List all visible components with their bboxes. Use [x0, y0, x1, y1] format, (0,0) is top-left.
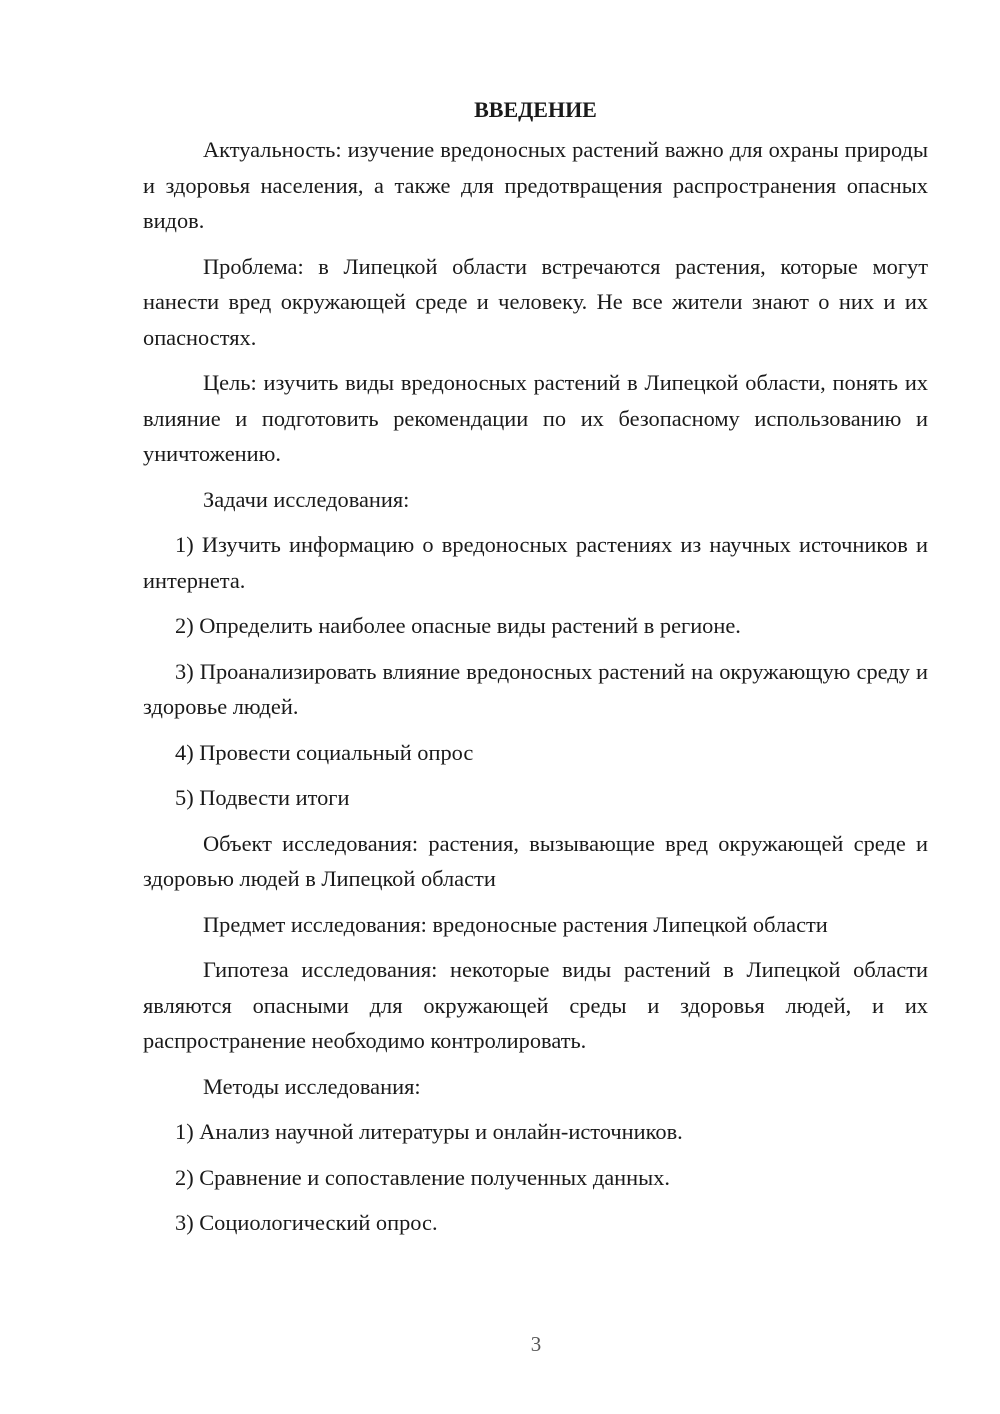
task-item-4: 4) Провести социальный опрос [175, 739, 474, 765]
method-item-1: 1) Анализ научной литературы и онлайн-источников. [175, 1119, 683, 1144]
document-page [143, 92, 928, 1251]
method-item-3: 3) Социологический опрос. [175, 1210, 438, 1235]
task-item-3: 3) Проанализировать влияние вредоносных растений на окружающую среду и здоровье людей. [143, 658, 928, 719]
problem-paragraph: Проблема: в Липецкой области встречаются растения, которые могут нанести вред окружающей среде и человеку. Не все жители знают о них и их опасностях. [143, 253, 928, 350]
object-paragraph: Объект исследования: растения, вызывающие вред окружающей среде и здоровью людей в Липецкой области [143, 830, 928, 891]
task-item-5: 5) Подвести итоги [175, 785, 350, 810]
task-item-2: 2) Определить наиболее опасные виды растений в регионе. [175, 613, 741, 638]
page-title: ВВЕДЕНИЕ [474, 97, 597, 122]
goal-paragraph: Цель: изучить виды вредоносных растений в Липецкой области, понять их влияние и подготовить рекомендации по их безопасному использованию и уничтожению. [143, 370, 928, 466]
task-item-1: 1) Изучить информацию о вредоносных растениях из научных источников и интернета. [143, 532, 928, 593]
methods-heading: Методы исследования: [203, 1073, 421, 1099]
relevance-paragraph: Актуальность: изучение вредоносных растений важно для охраны природы и здоровья населения, а также для предотвращения распространения опасных видов. [143, 137, 928, 233]
method-item-2: 2) Сравнение и сопоставление полученных данных. [175, 1164, 670, 1190]
hypothesis-paragraph: Гипотеза исследования: некоторые виды растений в Липецкой области являются опасными для окружающей среды и здоровья людей, и их распространение необходимо контролировать. [143, 957, 928, 1053]
page-number: 3 [530, 1332, 542, 1356]
tasks-heading: Задачи исследования: [203, 486, 410, 512]
subject-paragraph: Предмет исследования: вредоносные растения Липецкой области [203, 911, 828, 937]
